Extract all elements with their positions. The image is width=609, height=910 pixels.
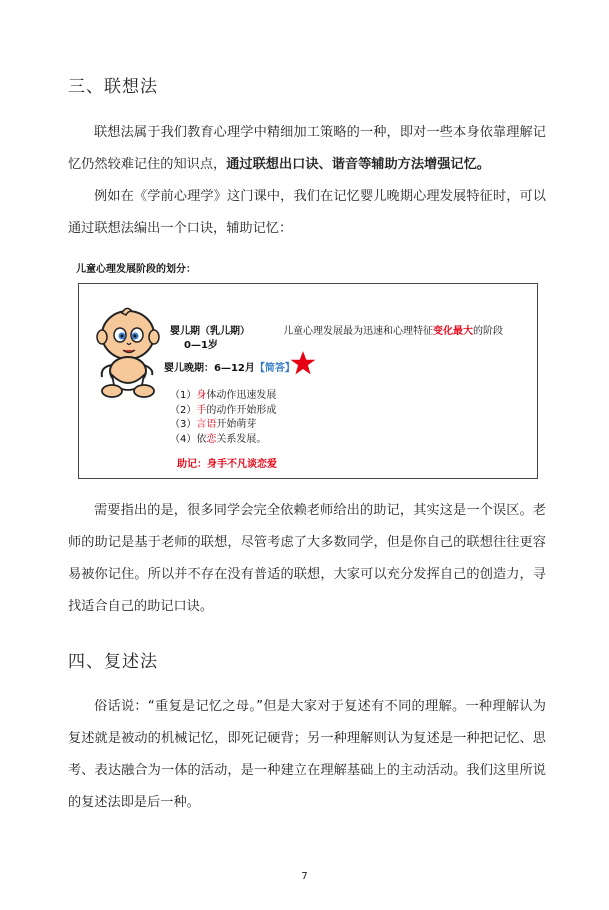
stage-title: 婴儿期（乳儿期） bbox=[170, 326, 250, 337]
stage-age: 0—1岁 bbox=[184, 340, 218, 351]
feature-item-text: 开始萌芽 bbox=[216, 419, 257, 430]
feature-item-number: （1） bbox=[170, 390, 197, 401]
section-heading-retelling-method: 四、复述法 bbox=[68, 652, 158, 672]
baby-illustration bbox=[92, 305, 164, 401]
section4-body bbox=[68, 691, 546, 819]
stage-description-prefix: 儿童心理发展最为迅速和心理特征 bbox=[283, 326, 433, 337]
feature-item-text: 体动作迅速发展 bbox=[206, 390, 277, 401]
paragraph-intro bbox=[68, 117, 546, 181]
paragraph-intro-text: 联想法属于我们教育心理学中精细加工策略的一种，即对一些本身依靠理解记忆仍然较难记住的知识点， bbox=[68, 125, 546, 172]
feature-item-keyword: 恋 bbox=[206, 433, 217, 445]
feature-item bbox=[170, 433, 276, 448]
red-star-icon bbox=[290, 350, 316, 376]
feature-item-text: 关系发展。 bbox=[216, 433, 267, 445]
paragraph-caution bbox=[68, 495, 546, 623]
stage-description-suffix: 的阶段 bbox=[473, 326, 503, 337]
paragraph-example: 例如在《学前心理学》这门课中，我们在记忆婴儿晚期心理发展特征时，可以通过联想法编出一个口诀，辅助记忆： bbox=[68, 189, 546, 236]
feature-item bbox=[170, 404, 276, 419]
feature-item-keyword: 身 bbox=[196, 390, 207, 401]
section-heading-associative-method: 三、联想法 bbox=[68, 77, 158, 97]
page-number: 7 bbox=[301, 871, 308, 882]
stage-description bbox=[283, 322, 503, 337]
feature-item-keyword: 手 bbox=[196, 404, 207, 416]
section3-body bbox=[68, 117, 546, 245]
feature-item bbox=[170, 389, 276, 404]
late-infancy-label bbox=[164, 359, 295, 374]
late-infancy-text: 婴儿晚期：6—12月 bbox=[164, 363, 255, 374]
feature-item-number: （4） bbox=[170, 433, 197, 445]
feature-item-text: 的动作开始形成 bbox=[206, 404, 277, 416]
stage-description-highlight: 变化最大 bbox=[433, 326, 473, 337]
feature-item-number: （2） bbox=[170, 404, 197, 416]
paragraph-retelling: 俗话说：“重复是记忆之母。”但是大家对于复述有不同的理解。一种理解认为复述就是被动的机械记忆，即死记硬背；另一种理解则认为复述是一种把记忆、思考、表达融合为一体的活动，是一种建立在理解基础上的主动活动。我们这里所说的复述法即是后一种。 bbox=[68, 699, 546, 810]
figure-caption: 儿童心理发展阶段的划分： bbox=[76, 264, 196, 275]
feature-item-keyword: 言语 bbox=[196, 419, 217, 430]
feature-list bbox=[170, 389, 276, 447]
feature-item-prefix: 依 bbox=[196, 433, 207, 445]
short-answer-tag: 【简答】 bbox=[254, 363, 295, 374]
feature-item-number: （3） bbox=[170, 419, 197, 430]
mnemonic-note: 助记：身手不凡谈恋爱 bbox=[177, 459, 277, 470]
feature-item bbox=[170, 418, 276, 433]
paragraph-caution-text: 需要指出的是，很多同学会完全依赖老师给出的助记，其实这是一个误区。老师的助记是基于老师的联想，尽管考虑了大多数同学，但是你自己的联想往往更容易被你记住。所以并不存在没有普适的联想，大家可以充分发挥自己的创造力，寻找适合自己的助记口诀。 bbox=[68, 503, 546, 614]
paragraph-intro-bold: 通过联想出口诀、谐音等辅助方法增强记忆。 bbox=[226, 157, 490, 172]
